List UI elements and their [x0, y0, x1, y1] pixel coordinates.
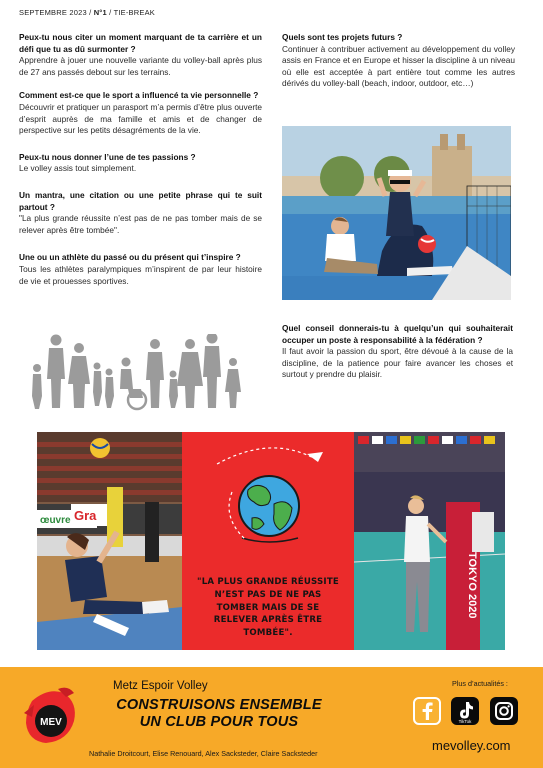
diverse-people-silhouettes [27, 334, 243, 414]
qa-passion [19, 152, 262, 175]
qa-moment [19, 32, 262, 78]
quote-panel [182, 432, 354, 650]
question: Quel conseil donnerais-tu à quelqu’un qui souhaiterait occuper un poste à responsabilité à la fédération ? [282, 323, 513, 345]
header-section: / TIE-BREAK [106, 8, 155, 17]
footer-banner [0, 667, 543, 768]
quote-text: "LA PLUS GRANDE RÉUSSITE N’EST PAS DE NE PAS TOMBER MAIS DE SE RELEVER APRÈS ÊTRE TOMBÉE". [197, 577, 339, 639]
right-column [282, 32, 515, 101]
facebook-icon[interactable] [413, 697, 441, 725]
mev-club-logo [20, 683, 82, 753]
qa-advice [282, 323, 513, 381]
seated-player-photo [37, 432, 182, 650]
tokyo-text: TOKYO 2020 [466, 552, 478, 619]
sitting-volleyball-photo [282, 126, 511, 300]
question: Quels sont tes projets futurs ? [282, 32, 403, 42]
question: Une ou un athlète du passé ou du présent qui t’inspire ? [19, 252, 241, 263]
question: Peux-tu nous citer un moment marquant de ta carrière et un défi que tu as dû surmonter ? [19, 32, 262, 54]
answer: Apprendre à jouer une nouvelle variante du volley-ball après plus de 27 ans passés debout sur les terrains. [19, 55, 262, 77]
qa-mantra [19, 190, 262, 236]
answer: "La plus grande réussite n’est pas de ne pas tomber mais de se relever après être tombée". [19, 213, 262, 235]
answer: Il faut avoir la passion du sport, être dévoué à la cause de la discipline, de la patience pour faire avancer les choses et surtout y prendre du plaisir. [282, 346, 513, 380]
authors: Nathalie Droitcourt, Elise Renouard, Alex Sacksteder, Claire Sacksteder [89, 749, 318, 758]
answer: Continuer à contribuer activement au développement du volley assis en France et en Europe et hisser la discipline à un niveau où elle est acceptée à part entière tout comme les autres dérivés du volley-ball (beach, indoor, outdoor, etc…) [282, 43, 515, 89]
tiktok-icon[interactable] [451, 697, 479, 725]
question: Peux-tu nous donner l’une de tes passions ? [19, 151, 196, 162]
more-news-label: Plus d’actualités : [452, 679, 508, 688]
qa-influence [19, 90, 262, 136]
svg-text:œuvre: œuvre [40, 515, 71, 526]
club-name: Metz Espoir Volley [113, 680, 208, 692]
logo-text: MEV [40, 717, 62, 728]
issue-number: N°1 [93, 8, 107, 17]
instagram-icon[interactable] [490, 697, 518, 725]
slogan-line-1: CONSTRUISONS ENSEMBLE [116, 697, 322, 713]
answer: Tous les athlètes paralympiques m’inspirent de par leur histoire de vie et prouesses sportives. [19, 263, 262, 286]
slogan-line-2: UN CLUB POUR TOUS [139, 713, 299, 730]
page-header [19, 8, 155, 17]
left-column [19, 32, 262, 298]
banner-text: Gra [74, 508, 97, 523]
header-date: SEPTEMBRE 2023 / [19, 8, 94, 17]
answer: Découvrir et pratiquer un parasport m’a permis d’être plus ouverte d’esprit auprès de ma famille et amis et de changer de perspective sur les petits désagréments de la vie. [19, 101, 262, 136]
qa-inspiration [19, 252, 262, 287]
question: Comment est-ce que le sport a influencé ta vie personnelle ? [19, 90, 259, 101]
tiktok-label: TikTok [458, 719, 472, 724]
answer: Le volley assis tout simplement. [19, 163, 137, 174]
qa-projects [282, 32, 515, 90]
photo-collage [37, 432, 505, 650]
tokyo-2020-photo [354, 432, 505, 650]
website-link[interactable]: mevolley.com [432, 738, 511, 753]
slogan [104, 697, 334, 730]
question: Un mantra, une citation ou une petite phrase qui te suit partout ? [19, 189, 262, 212]
